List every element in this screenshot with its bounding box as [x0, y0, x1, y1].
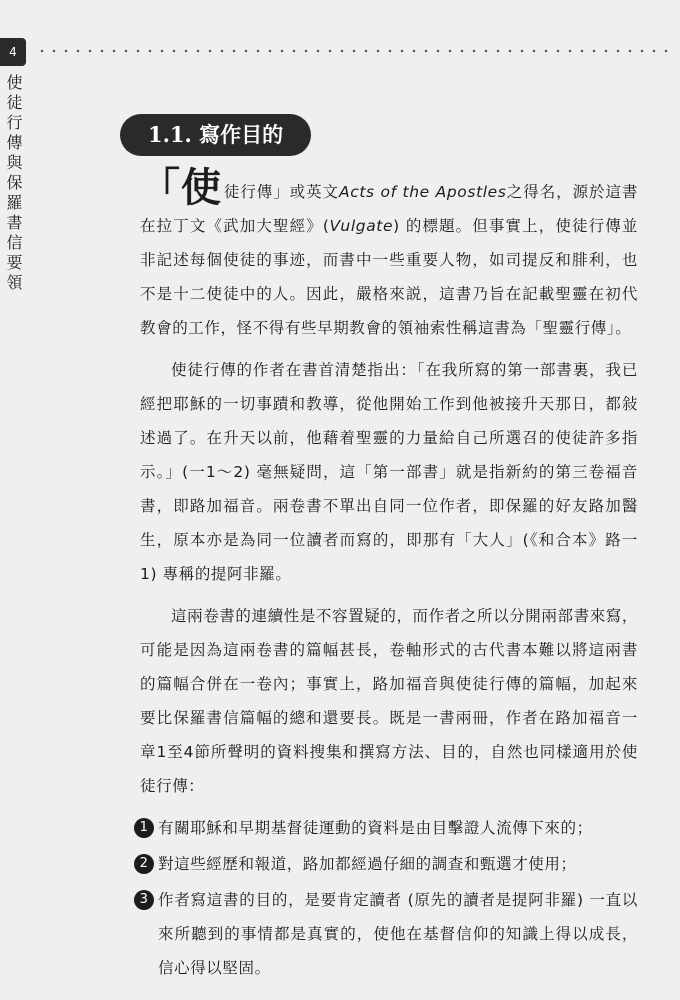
para1-text-c: ) 的標題。但事實上，使徒行傳並非記述每個使徒的事迹，而書中一些重要人物，如司提反和腓利，也不是十二使徒中的人。因此，嚴格來説，這書乃旨在記載聖靈在初代教會的工作，怪不得有些早期教會的領袖索性稱這書為「聖靈行傳」。: [140, 217, 639, 337]
list-item-text: 有關耶穌和早期基督徒運動的資料是由目擊證人流傳下來的；: [158, 819, 593, 837]
paragraph-3: 這兩卷書的連續性是不容置疑的，而作者之所以分開兩部書來寫，可能是因為這兩卷書的篇幅甚長，卷軸形式的古代書本難以將這兩書的篇幅合併在一卷內；事實上，路加福音與使徒行傳的篇幅，加起來要比保羅書信篇幅的總和還要長。既是一書兩冊，作者在路加福音一章1至4節所聲明的資料搜集和撰寫方法、目的，自然也同樣適用於使徒行傳：: [140, 607, 638, 795]
para1-text-a: 徒行傳」或英文: [223, 183, 339, 201]
number-badge: 2: [134, 854, 154, 874]
paragraph-1: [140, 165, 639, 345]
para1-italic-a: Acts of the Apostles: [339, 183, 507, 201]
running-head: 使徒行傳與保羅書信要領: [4, 74, 23, 294]
list-item-text: 作者寫這書的目的，是要肯定讀者 (原先的讀者是提阿非羅) 一直以來所聽到的事情都是真實的，使他在基督信仰的知識上得以成長，信心得以堅固。: [158, 891, 638, 977]
list-item-text: 對這些經歷和報道，路加都經過仔細的調查和甄選才使用；: [158, 855, 577, 873]
list-item: [134, 847, 638, 881]
body-text: [139, 165, 639, 987]
list-item: [134, 811, 638, 845]
paragraph-2: 使徒行傳的作者在書首清楚指出：「在我所寫的第一部書裏，我已經把耶穌的一切事蹟和教導，從他開始工作到他被接升天那日，都敍述過了。在升天以前，他藉着聖靈的力量給自己所選召的使徒許多指示。」(一1～2) 毫無疑問，這「第一部書」就是指新約的第三卷福音書，即路加福音。兩卷書不單出自同一位作者，即保羅的好友路加醫生，原本亦是為同一位讀者而寫的，即那有「大人」(《和合本》路一1) 專稱的提阿非羅。: [140, 361, 638, 583]
para1-text-b: 之得名，源於這書在拉丁文《武加大聖經》(: [140, 183, 639, 235]
page-number: 4: [0, 38, 26, 66]
para1-italic-b: Vulgate: [329, 217, 394, 235]
list-item: [134, 883, 638, 985]
drop-cap: 「使: [140, 165, 222, 211]
section-heading: 1.1. 寫作目的: [120, 114, 311, 156]
dotted-rule: [36, 48, 672, 54]
number-badge: 3: [134, 890, 154, 910]
number-badge: 1: [134, 818, 154, 838]
